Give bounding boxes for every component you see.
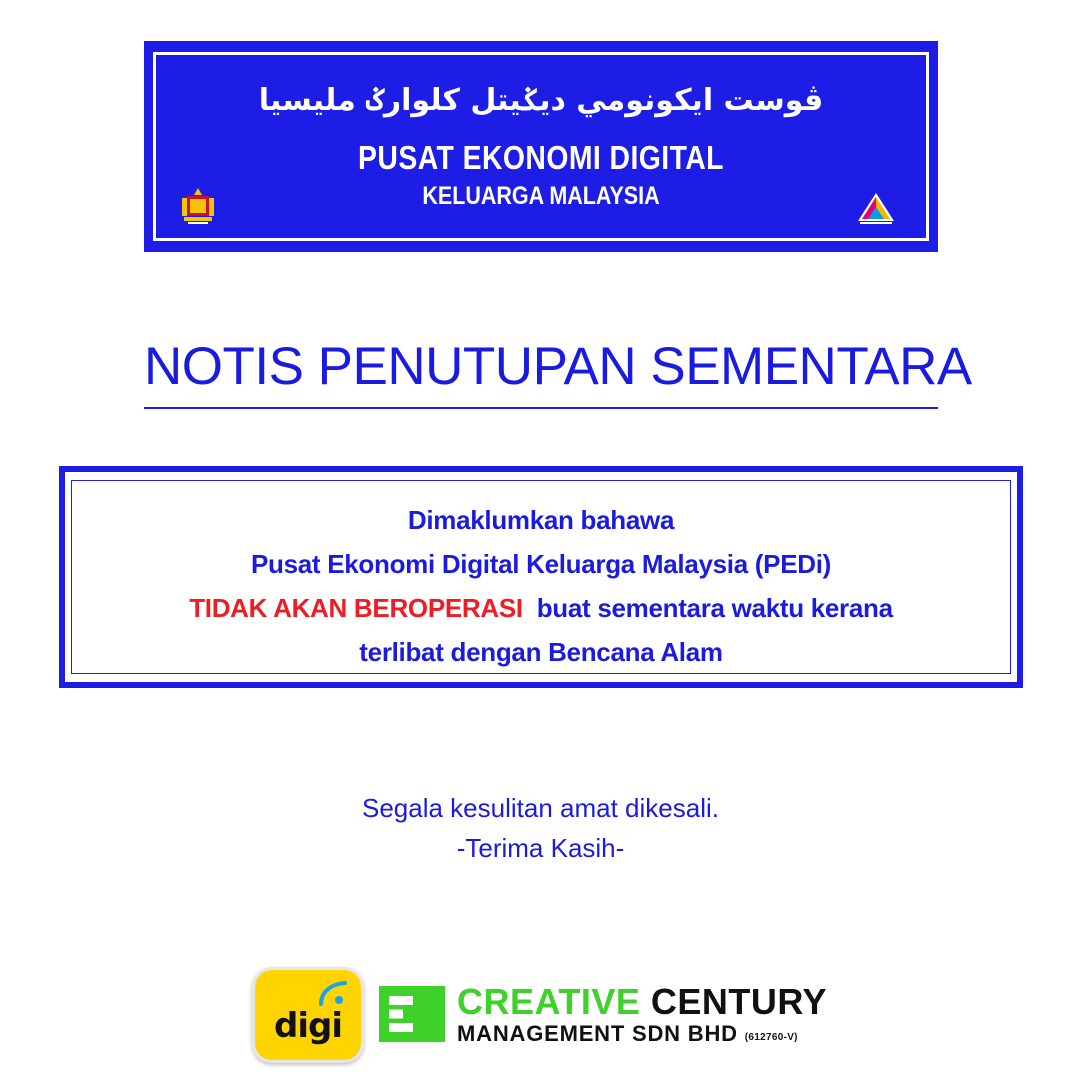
page-title: NOTIS PENUTUPAN SEMENTARA bbox=[144, 337, 972, 396]
creative-century-logo-icon bbox=[379, 986, 445, 1042]
notice-line-3 bbox=[65, 586, 1017, 630]
company-name-part1: CREATIVE bbox=[457, 981, 641, 1022]
notice-line-3-rest: buat sementara waktu kerana bbox=[536, 593, 893, 623]
title-underline bbox=[144, 407, 938, 409]
signboard-subtitle: KELUARGA MALAYSIA bbox=[422, 182, 660, 210]
apology-text: Segala kesulitan amat dikesali. bbox=[362, 793, 719, 823]
notice-text bbox=[65, 498, 1017, 674]
closing-message bbox=[0, 788, 1081, 868]
company-registration: (612760-V) bbox=[744, 1032, 798, 1043]
thanks-text: -Terima Kasih- bbox=[456, 833, 625, 863]
notice-line-2: Pusat Ekonomi Digital Keluarga Malaysia (PEDi) bbox=[250, 549, 832, 579]
digi-logo-icon bbox=[317, 980, 349, 1008]
company-name-part2: CENTURY bbox=[650, 981, 828, 1022]
notice-line-4: terlibat dengan Bencana Alam bbox=[359, 637, 723, 667]
pyramid-logo-icon bbox=[856, 191, 896, 225]
notice-line-1: Dimaklumkan bahawa bbox=[407, 505, 675, 535]
company-subtitle bbox=[457, 1021, 798, 1047]
digi-logo bbox=[252, 967, 364, 1063]
closure-warning: TIDAK AKAN BEROPERASI bbox=[189, 593, 523, 623]
company-name bbox=[457, 981, 827, 1023]
signboard-title: PUSAT EKONOMI DIGITAL bbox=[358, 139, 724, 176]
digi-wordmark: digi bbox=[274, 1006, 342, 1046]
malaysia-coat-of-arms-icon bbox=[178, 186, 218, 226]
signboard-jawi-text: ڤوست ايکونومي ديݢيتل کلوارݢ مليسيا bbox=[258, 83, 824, 118]
notice-box bbox=[59, 466, 1023, 688]
company-type: MANAGEMENT SDN BHD bbox=[457, 1021, 738, 1046]
pedi-signboard bbox=[144, 41, 938, 252]
